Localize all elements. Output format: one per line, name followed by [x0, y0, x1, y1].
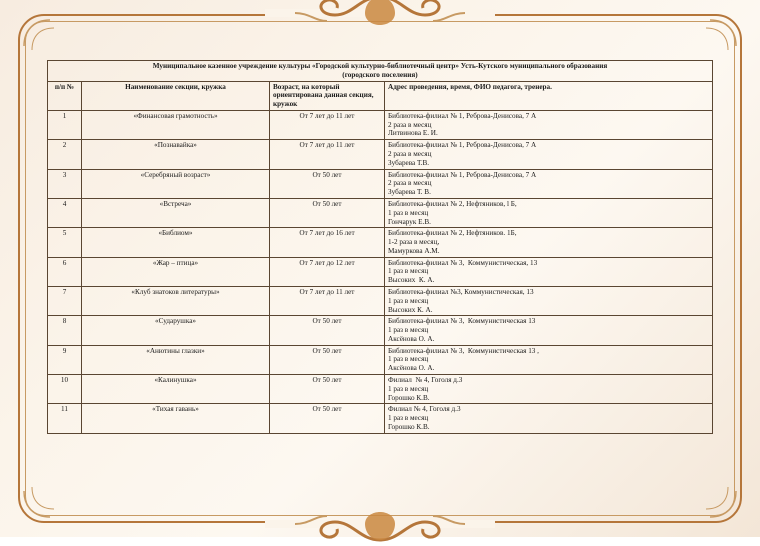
table-row: [48, 345, 713, 374]
cell-number: 8: [48, 316, 82, 345]
cell-age-range: От 7 лет до 16 лет: [270, 228, 385, 257]
address-line: Библиотека-филиал № 3, Коммунистическая 13: [388, 317, 536, 326]
address-line: 1 раз в месяц: [388, 384, 429, 393]
cell-number: 2: [48, 140, 82, 169]
cell-section-name: «Финансовая грамотность»: [82, 110, 270, 139]
address-line: 1-2 раза в месяц,: [388, 238, 440, 247]
address-line: Библиотека-филиал № 3, Коммунистическая, 13: [388, 258, 538, 267]
column-header-address: Адрес проведения, время, ФИО педагога, тренера.: [385, 81, 713, 110]
cell-age-range: От 50 лет: [270, 169, 385, 198]
cell-age-range: От 7 лет до 11 лет: [270, 110, 385, 139]
cell-address-details: [385, 198, 713, 227]
address-line: 1 раз в месяц: [388, 326, 429, 335]
cell-number: 5: [48, 228, 82, 257]
address-line: Литвинова Е. И.: [388, 129, 438, 138]
table-row: [48, 110, 713, 139]
cell-age-range: От 50 лет: [270, 404, 385, 433]
cell-age-range: От 50 лет: [270, 316, 385, 345]
cell-number: 9: [48, 345, 82, 374]
table-row: [48, 228, 713, 257]
column-header-age: Возраст, на который ориентирована данная секция, кружок: [270, 81, 385, 110]
address-line: Филиал № 4, Гоголя д.3: [388, 376, 463, 384]
table-header-row: [48, 81, 713, 110]
cell-age-range: От 50 лет: [270, 375, 385, 404]
cell-number: 7: [48, 286, 82, 315]
cell-number: 4: [48, 198, 82, 227]
address-line: 1 раз в месяц: [388, 208, 429, 217]
cell-section-name: «Серебряный возраст»: [82, 169, 270, 198]
cell-address-details: [385, 140, 713, 169]
table-row: [48, 198, 713, 227]
table-row: [48, 257, 713, 286]
address-line: 1 раз в месяц: [388, 355, 429, 364]
cell-section-name: «Сударушка»: [82, 316, 270, 345]
cell-number: 10: [48, 375, 82, 404]
address-line: Библиотека-филиал № 1, Реброва-Денисова, 7 А: [388, 141, 537, 150]
cell-section-name: «Библиом»: [82, 228, 270, 257]
address-line: Аксёнова О. А.: [388, 334, 435, 343]
column-header-number: п/п №: [48, 81, 82, 110]
cell-section-name: «Тихая гавань»: [82, 404, 270, 433]
cell-address-details: [385, 316, 713, 345]
cell-age-range: От 50 лет: [270, 198, 385, 227]
cell-section-name: «Анютины глазки»: [82, 345, 270, 374]
address-line: Гончарук Е.В.: [388, 217, 431, 226]
table-row: [48, 404, 713, 433]
cell-number: 1: [48, 110, 82, 139]
cell-age-range: От 50 лет: [270, 345, 385, 374]
address-line: Высоких К. А.: [388, 305, 433, 314]
address-line: Высоких К. А.: [388, 276, 435, 285]
schedule-table: [47, 60, 713, 434]
address-line: 2 раза в месяц: [388, 120, 432, 129]
column-header-name: Наименование секции, кружка: [82, 81, 270, 110]
cell-section-name: «Встреча»: [82, 198, 270, 227]
cell-section-name: «Познавайка»: [82, 140, 270, 169]
address-line: Мамуркова А.М.: [388, 246, 440, 255]
address-line: 2 раза в месяц: [388, 179, 432, 188]
address-line: Аксёнова О. А.: [388, 364, 435, 373]
cell-section-name: «Калинушка»: [82, 375, 270, 404]
schedule-table-container: [47, 60, 713, 434]
address-line: Библиотека-филиал № 1, Реброва-Денисова, 7 А: [388, 111, 537, 120]
table-row: [48, 316, 713, 345]
cell-address-details: [385, 228, 713, 257]
address-line: Библиотека-филиал № 2, Нефтяников, l Б,: [388, 199, 517, 208]
table-row: [48, 169, 713, 198]
address-line: Библиотека-филиал №3, Коммунистическая, 13: [388, 287, 534, 296]
cell-section-name: «Клуб знатоков литературы»: [82, 286, 270, 315]
table-row: [48, 375, 713, 404]
address-line: 1 раз в месяц: [388, 267, 429, 276]
cell-number: 3: [48, 169, 82, 198]
address-line: 2 раза в месяц: [388, 150, 432, 159]
address-line: Филиал № 4, Гоголя д.3: [388, 405, 461, 414]
cell-number: 11: [48, 404, 82, 433]
address-line: Зубарева Т.В.: [388, 158, 430, 167]
cell-address-details: [385, 110, 713, 139]
cell-age-range: От 7 лет до 11 лет: [270, 140, 385, 169]
address-line: 1 раз в месяц: [388, 414, 429, 423]
cell-address-details: [385, 375, 713, 404]
cell-number: 6: [48, 257, 82, 286]
address-line: Зубарева Т. В.: [388, 188, 431, 197]
table-title-row: [48, 61, 713, 82]
table-body: [48, 61, 713, 434]
table-row: [48, 140, 713, 169]
cell-address-details: [385, 345, 713, 374]
address-line: Библиотека-филиал № 3, Коммунистическая 13 ,: [388, 346, 539, 355]
cell-address-details: [385, 257, 713, 286]
document-title-line-2: (городского поселения): [342, 70, 418, 79]
cell-age-range: От 7 лет до 12 лет: [270, 257, 385, 286]
cell-age-range: От 7 лет до 11 лет: [270, 286, 385, 315]
document-title: [48, 61, 713, 82]
cell-section-name: «Жар – птица»: [82, 257, 270, 286]
cell-address-details: [385, 169, 713, 198]
cell-address-details: [385, 404, 713, 433]
table-row: [48, 286, 713, 315]
address-line: Библиотека-филиал № 2, Нефтяников. 1Б,: [388, 229, 517, 238]
cell-address-details: [385, 286, 713, 315]
address-line: Горошко К.В.: [388, 422, 430, 431]
address-line: 1 раз в месяц: [388, 296, 429, 305]
document-title-line-1: Муниципальное казенное учреждение культуры «Городской культурно-библиотечный центр» Усть-Кутского муниципального образования: [152, 62, 608, 70]
address-line: Библиотека-филиал № 1, Реброва-Денисова, 7 А: [388, 170, 537, 179]
address-line: Горошко К.В.: [388, 393, 430, 402]
